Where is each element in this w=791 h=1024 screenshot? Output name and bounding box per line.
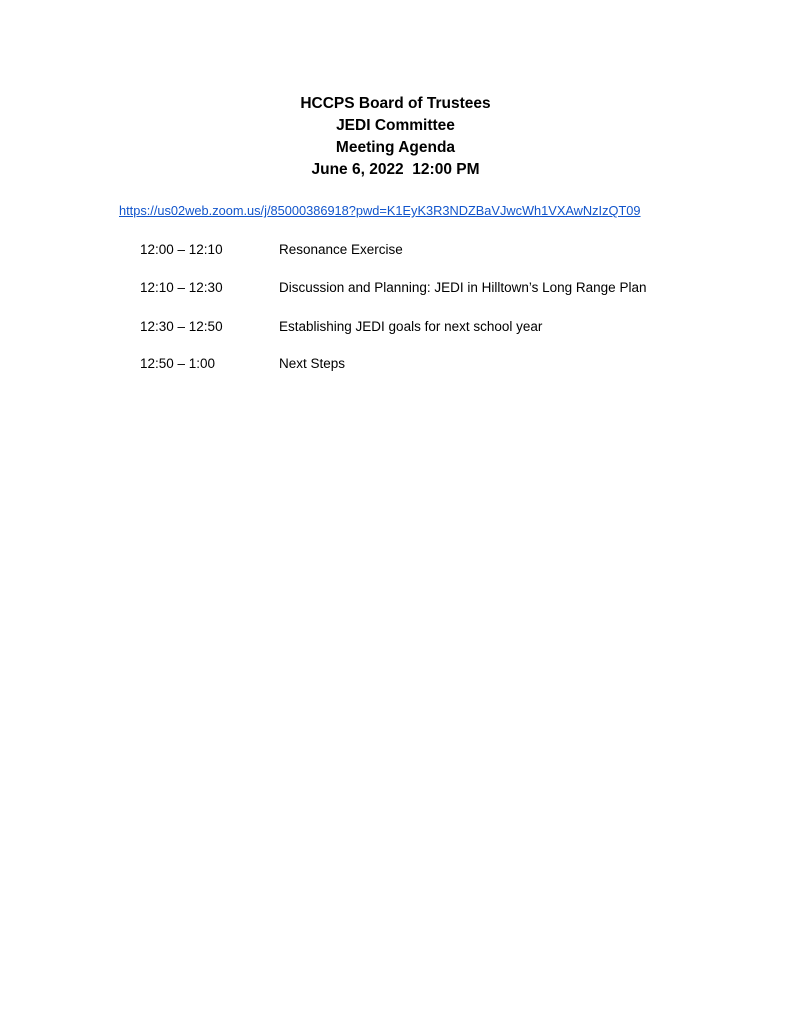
agenda-item-topic: Establishing JEDI goals for next school year — [279, 319, 543, 334]
committee-title: JEDI Committee — [336, 117, 455, 134]
agenda-item — [0, 317, 791, 337]
agenda-item-time: 12:00 – 12:10 — [140, 242, 223, 257]
agenda-item — [0, 278, 791, 298]
agenda-item-topic: Resonance Exercise — [279, 242, 403, 257]
agenda-item — [0, 354, 791, 374]
agenda-header — [0, 93, 791, 181]
agenda-item-time: 12:50 – 1:00 — [140, 356, 216, 371]
document-title: Meeting Agenda — [335, 139, 456, 156]
agenda-item-time: 12:30 – 12:50 — [140, 319, 223, 334]
agenda-item-topic: Next Steps — [279, 356, 346, 371]
agenda-item-topic: Discussion and Planning: JEDI in Hilltown’s Long Range Plan — [279, 280, 647, 295]
agenda-item-time: 12:10 – 12:30 — [140, 280, 223, 295]
meeting-date-time: June 6, 2022 12:00 PM — [311, 161, 480, 178]
organization-title: HCCPS Board of Trustees — [300, 95, 491, 112]
agenda-item — [0, 240, 791, 260]
zoom-meeting-link[interactable]: https://us02web.zoom.us/j/85000386918?pwd=K1EyK3R3NDZBaVJwcWh1VXAwNzIzQT09 — [119, 203, 641, 218]
